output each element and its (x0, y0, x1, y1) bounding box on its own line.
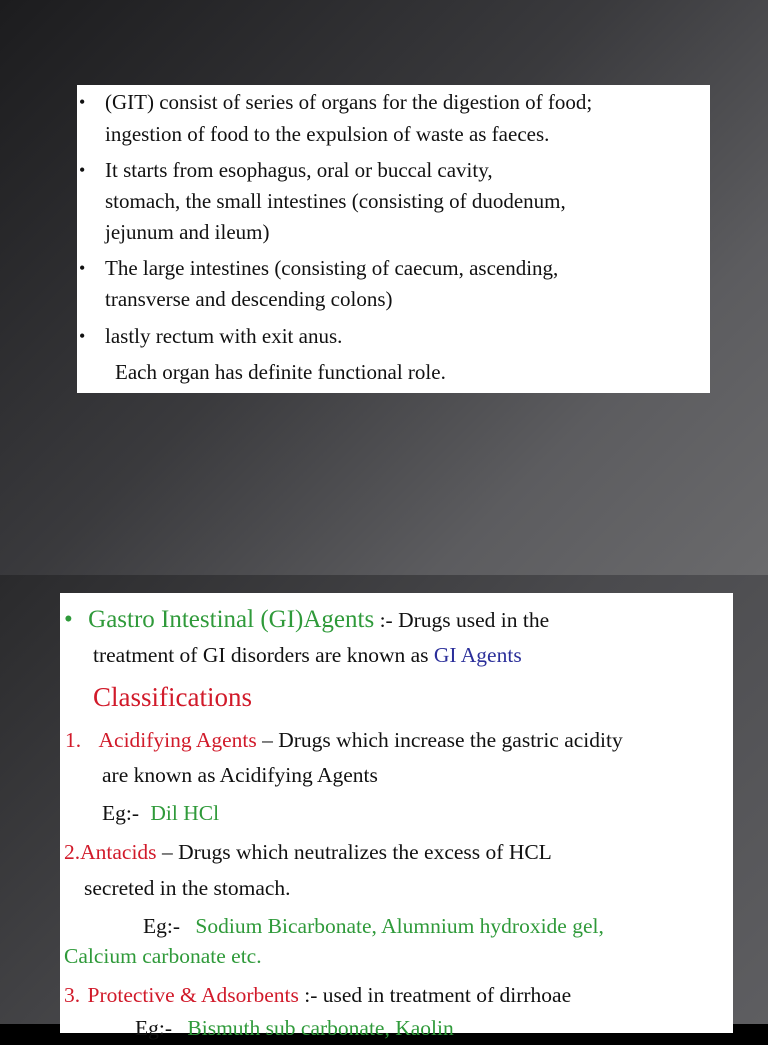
item-2-eg-value-2: Calcium carbonate etc. (64, 944, 262, 968)
item-3-line-1 (64, 978, 571, 1012)
item-2-description: – Drugs which neutralizes the excess of HCL (156, 840, 552, 864)
item-2-example (143, 909, 604, 943)
item-1-number: 1. (65, 728, 82, 752)
item-3-number: 3. (64, 983, 81, 1007)
item-1-line-1 (65, 723, 623, 757)
gi-agents-term: GI Agents (433, 643, 522, 667)
item-3-example (135, 1011, 454, 1045)
bullet-marker: • (79, 92, 86, 112)
bullet-marker: • (64, 606, 73, 633)
item-1-title: Acidifying Agents (98, 728, 257, 752)
item-3-eg-label: Eg:- (135, 1016, 173, 1040)
item-1-description: – Drugs which increase the gastric acidity (256, 728, 623, 752)
intro-line-2 (93, 638, 522, 672)
bullet-1-line-1: (GIT) consist of series of organs for the digestion of food; (105, 90, 593, 114)
item-1-line-2: are known as Acidifying Agents (102, 763, 378, 787)
slide-gi-agents-classification (0, 575, 768, 1040)
item-1-example (102, 796, 219, 830)
bullet-marker: • (79, 160, 86, 180)
gi-agents-title: Gastro Intestinal (GI)Agents (88, 606, 375, 633)
item-3-title: Protective & Adsorbents (87, 983, 299, 1007)
item-2-title: Antacids (80, 840, 157, 864)
item-1-eg-label: Eg:- (102, 801, 140, 825)
bullet-marker: • (79, 326, 86, 346)
overview-text-panel (77, 85, 710, 393)
item-3-eg-value: Bismuth sub carbonate, Kaolin (187, 1016, 454, 1040)
intro-separator: :- (374, 608, 399, 632)
intro-line-2-text: treatment of GI disorders are known as (93, 643, 434, 667)
closing-statement: Each organ has definite functional role. (115, 360, 446, 384)
item-1-eg-value: Dil HCl (150, 801, 220, 825)
item-2-line-1 (64, 835, 552, 869)
classifications-heading: Classifications (93, 682, 252, 712)
item-3-description: :- used in treatment of dirrhoae (298, 983, 572, 1007)
item-2-eg-value-1: Sodium Bicarbonate, Alumnium hydroxide gel, (195, 914, 604, 938)
gi-agents-text-panel (60, 593, 733, 1040)
item-2-eg-label: Eg:- (143, 914, 181, 938)
bullet-3-line-1: The large intestines (consisting of caecum, ascending, (105, 256, 559, 280)
bullet-2-line-3: jejunum and ileum) (105, 220, 270, 244)
bullet-2-line-2: stomach, the small intestines (consisting of duodenum, (105, 189, 566, 213)
intro-text: Drugs used in the (398, 608, 550, 632)
bullet-2-line-1: It starts from esophagus, oral or buccal cavity, (105, 158, 493, 182)
item-2-line-2: secreted in the stomach. (84, 876, 291, 900)
bullet-3-line-2: transverse and descending colons) (105, 287, 393, 311)
item-2-number: 2. (64, 840, 81, 864)
bullet-marker: • (79, 258, 86, 278)
bullet-1-line-2: ingestion of food to the expulsion of waste as faeces. (105, 122, 550, 146)
intro-line-1 (64, 603, 549, 637)
bullet-4-line-1: lastly rectum with exit anus. (105, 324, 343, 348)
